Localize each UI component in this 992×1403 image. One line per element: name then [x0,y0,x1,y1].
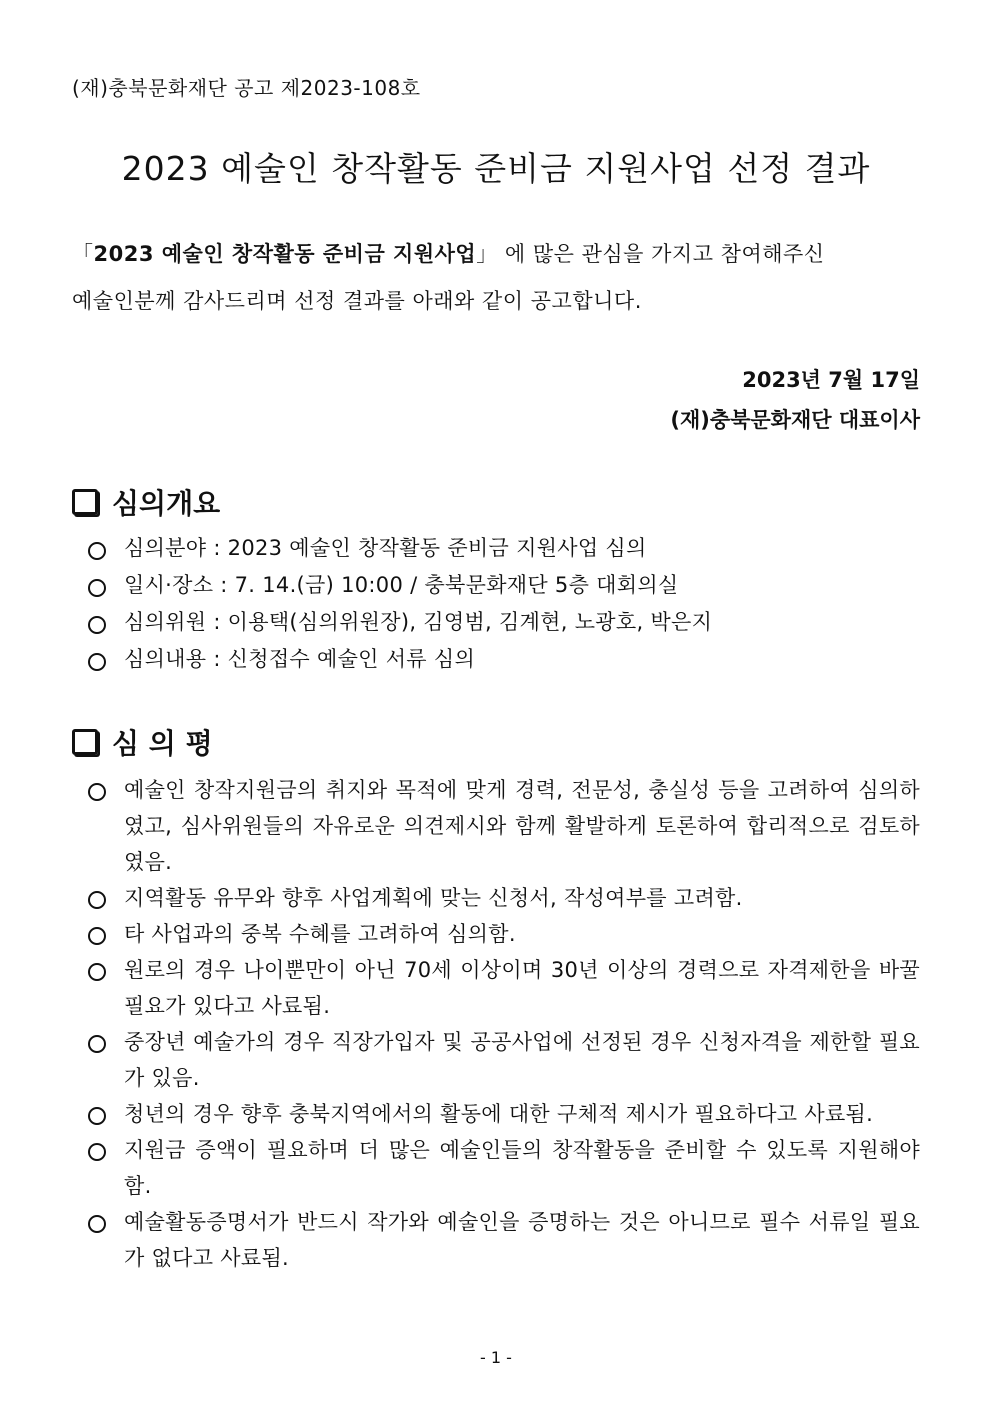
list-item [86,532,920,569]
list-item-text: 지원금 증액이 필요하며 더 많은 예술인들의 창작활동을 준비할 수 있도록 지원해야함. [124,1138,920,1198]
section-heading-text: 심 의 평 [112,727,213,760]
circle-bullet-icon [88,542,106,560]
issuing-organization: (재)충북문화재단 대표이사 [670,408,920,432]
circle-bullet-icon [88,891,106,909]
intro-bracket-open: 「 [72,242,94,266]
list-item-text: 원로의 경우 나이뿐만이 아닌 70세 이상이며 30년 이상의 경력으로 자격제한을 바꿀 필요가 있다고 사료됨. [124,958,920,1018]
intro-bracket-close: 」 [476,242,498,266]
list-item-text: 심의위원 : 이용택(심의위원장), 김영범, 김계현, 노광호, 박은지 [124,610,713,634]
section-heading-review [72,722,213,762]
list-item [86,1132,920,1204]
list-item [86,1024,920,1096]
page-number: - 1 - [480,1348,512,1367]
list-item-text: 예술인 창작지원금의 취지와 목적에 맞게 경력, 전문성, 충실성 등을 고려하여 심의하였고, 심사위원들의 자유로운 의견제시와 함께 활발하게 토론하여 합리적으로 검토하였음. [124,778,920,874]
circle-bullet-icon [88,783,106,801]
announcement-date: 2023년 7월 17일 [742,368,920,392]
list-item [86,916,920,952]
list-item [86,772,920,880]
circle-bullet-icon [88,1035,106,1053]
list-item-text: 청년의 경우 향후 충북지역에서의 활동에 대한 구체적 제시가 필요하다고 사료됨. [124,1102,874,1126]
notice-number: (재)충북문화재단 공고 제2023-108호 [72,76,421,100]
review-list [86,772,920,1276]
section-heading-text: 심의개요 [112,487,221,520]
document-title: 2023 예술인 창작활동 준비금 지원사업 선정 결과 [121,149,871,188]
list-item-text: 심의내용 : 신청접수 예술인 서류 심의 [124,647,476,671]
list-item [86,1096,920,1132]
list-item-text: 중장년 예술가의 경우 직장가입자 및 공공사업에 선정된 경우 신청자격을 제한할 필요가 있음. [124,1030,920,1090]
circle-bullet-icon [88,927,106,945]
list-item [86,880,920,916]
intro-line-2: 예술인분께 감사드리며 선정 결과를 아래와 같이 공고합니다. [72,289,642,313]
intro-program-name: 2023 예술인 창작활동 준비금 지원사업 [93,242,477,266]
list-item [86,643,920,680]
list-item-text: 지역활동 유무와 향후 사업계획에 맞는 신청서, 작성여부를 고려함. [124,886,743,910]
overview-list [86,532,920,680]
circle-bullet-icon [88,963,106,981]
circle-bullet-icon [88,616,106,634]
list-item [86,952,920,1024]
circle-bullet-icon [88,579,106,597]
list-item-text: 일시·장소 : 7. 14.(금) 10:00 / 충북문화재단 5층 대회의실 [124,573,679,597]
list-item-text: 타 사업과의 중복 수혜를 고려하여 심의함. [124,922,516,946]
list-item-text: 심의분야 : 2023 예술인 창작활동 준비금 지원사업 심의 [124,536,647,560]
intro-line-1-rest: 에 많은 관심을 가지고 참여해주신 [504,242,825,266]
circle-bullet-icon [88,1143,106,1161]
checkbox-square-icon [72,729,98,755]
list-item-text: 예술활동증명서가 반드시 작가와 예술인을 증명하는 것은 아니므로 필수 서류일 필요가 없다고 사료됨. [124,1210,920,1270]
circle-bullet-icon [88,1215,106,1233]
list-item [86,1204,920,1276]
list-item [86,606,920,643]
intro-line-1 [72,238,920,268]
section-heading-overview [72,482,220,522]
circle-bullet-icon [88,653,106,671]
checkbox-square-icon [72,489,98,515]
circle-bullet-icon [88,1107,106,1125]
list-item [86,569,920,606]
